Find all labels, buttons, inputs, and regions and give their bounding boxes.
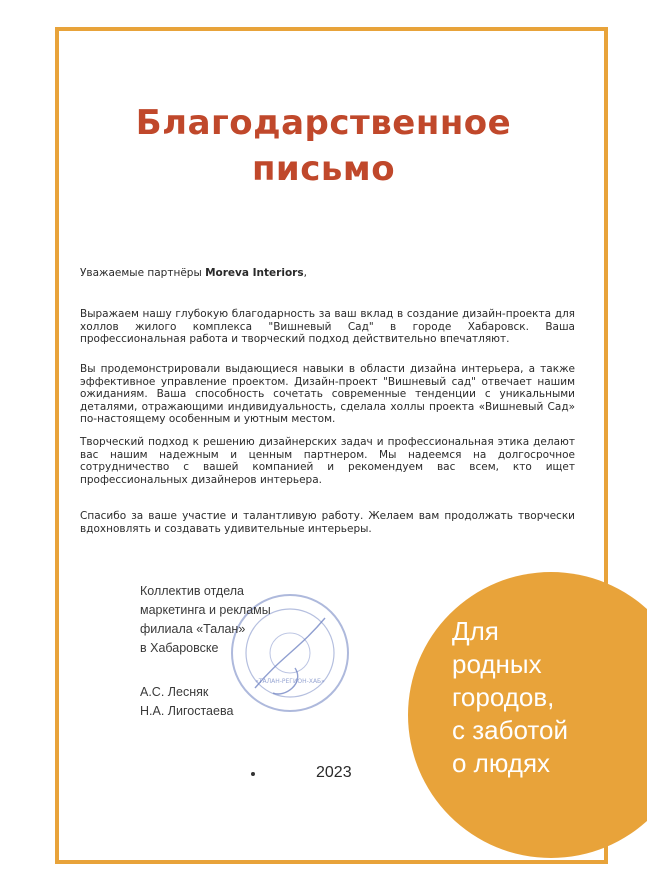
letter-year: 2023: [316, 764, 352, 781]
slogan-line-1: Для: [452, 616, 499, 646]
signatory-name-1: А.С. Лесняк: [140, 685, 209, 699]
slogan-line-2: родных: [452, 649, 542, 679]
paragraph-2: Вы продемонстрировали выдающиеся навыки в области дизайна интерьера, а также эффективное управление проектом. Дизайн-проект "Вишневый сад" отвечает нашим ожиданиям. Ваша способность сочетать современные тенденции с уникальными деталями, отражающими индивидуальность, сделала холлы проекта «Вишневый Сад» по-настоящему особенным и уютным местом.: [80, 363, 575, 426]
signatory-names: [140, 683, 233, 721]
greeting-suffix: ,: [303, 267, 307, 279]
signature-line-3: филиала «Талан»: [140, 622, 246, 636]
slogan-line-3: городов,: [452, 682, 555, 712]
signature-block: [140, 582, 271, 658]
paragraph-4: Спасибо за ваше участие и талантливую работу. Желаем вам продолжать творчески вдохновлять и создавать удивительные интерьеры.: [80, 510, 575, 535]
signature-line-2: маркетинга и рекламы: [140, 603, 271, 617]
paragraph-3: Творческий подход к решению дизайнерских задач и профессиональная этика делают вас нашим надежным и ценным партнером. Мы надеемся на долгосрочное сотрудничество с вашей компанией и рекомендуем вас всем, кто ищет профессиональных дизайнеров интерьера.: [80, 436, 575, 486]
paragraph-1: Выражаем нашу глубокую благодарность за ваш вклад в создание дизайн-проекта для холлов жилого комплекса "Вишневый Сад" в городе Хабаровск. Ваша профессиональная работа и творческий подход действительно впечатляют.: [80, 308, 575, 346]
signature-line-4: в Хабаровске: [140, 641, 219, 655]
greeting: [80, 267, 575, 280]
stamp-text: «ТАЛАН-РЕГИОН-ХАБ»: [255, 678, 325, 685]
signatory-name-2: Н.А. Лигостаева: [140, 704, 234, 718]
slogan-line-4: с заботой: [452, 715, 568, 745]
signature-line-1: Коллектив отдела: [140, 584, 244, 598]
greeting-prefix: Уважаемые партнёры: [80, 267, 206, 279]
company-name: Moreva Interiors: [205, 267, 304, 279]
letter-title-line-1: Благодарственное: [135, 103, 512, 143]
slogan-text: [452, 615, 642, 780]
slogan-line-5: о людях: [452, 748, 551, 778]
dot-mark: [251, 772, 255, 776]
letter-title-line-2: письмо: [251, 149, 396, 189]
